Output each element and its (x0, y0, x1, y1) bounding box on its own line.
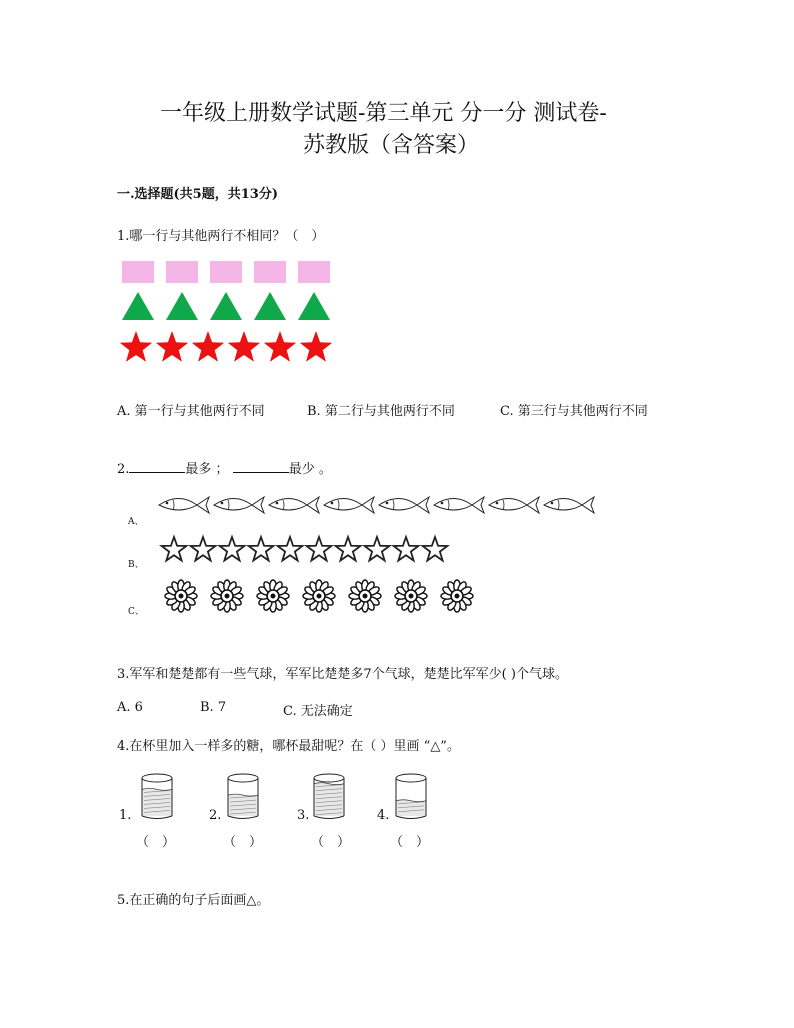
star-outline-icon (220, 537, 245, 561)
fish-icon (379, 497, 429, 513)
flower-icon (165, 580, 197, 612)
pink-rectangle-shape (298, 261, 330, 283)
cup-1-label: 1. (119, 808, 132, 823)
green-triangle-shape (298, 292, 330, 320)
cup-2-answer[interactable]: （ ） (223, 835, 263, 850)
green-triangle-shape (122, 292, 154, 320)
question-2-prefix: 2. (117, 462, 130, 477)
question-5-stem: 5.在正确的句子后面画△。 (117, 893, 270, 908)
question-2-most-label: 最多 ； (185, 462, 229, 477)
red-star-shape (264, 331, 296, 362)
cup-4-label: 4. (377, 808, 390, 823)
cup-icon (396, 774, 426, 819)
question-1-option-c[interactable]: C. 第三行与其他两行不同 (500, 404, 648, 419)
question-4-cups (134, 772, 434, 822)
fish-icon (324, 497, 374, 513)
question-3-option-b[interactable]: B. 7 (200, 700, 227, 715)
green-triangle-shape (210, 292, 242, 320)
star-outline-icon (394, 537, 419, 561)
question-1-option-b[interactable]: B. 第二行与其他两行不同 (307, 404, 455, 419)
pink-rectangle-shape (210, 261, 242, 283)
question-2-pictures (155, 486, 600, 616)
red-star-shape (300, 331, 332, 362)
red-star-shape (228, 331, 260, 362)
cup-2-label: 2. (209, 808, 222, 823)
cup-3-label: 3. (297, 808, 310, 823)
cup-4-answer[interactable]: （ ） (390, 835, 430, 850)
pink-rectangle-shape (166, 261, 198, 283)
star-outline-icon (249, 537, 274, 561)
fish-icon (214, 497, 264, 513)
flower-icon (349, 580, 381, 612)
star-outline-icon (336, 537, 361, 561)
row-label-a: A、 (128, 517, 144, 527)
question-4-stem: 4.在杯里加入一样多的糖，哪杯最甜呢？在（ ）里画 “△”。 (117, 739, 460, 754)
page-title-line1: 一年级上册数学试题-第三单元 分一分 测试卷- (160, 101, 607, 126)
answer-blank-most[interactable] (129, 460, 185, 473)
pink-rectangle-shape (254, 261, 286, 283)
answer-blank-least[interactable] (233, 460, 289, 473)
red-star-shape (156, 331, 188, 362)
pink-rectangle-shape (122, 261, 154, 283)
star-outline-icon (191, 537, 216, 561)
star-outline-icon (423, 537, 448, 561)
red-star-shape (120, 331, 152, 362)
cup-icon (142, 774, 172, 819)
question-3-stem: 3.军军和楚楚都有一些气球，军军比楚楚多7个气球，楚楚比军军少( )个气球。 (117, 667, 568, 682)
flower-icon (303, 580, 335, 612)
star-outline-icon (365, 537, 390, 561)
page-title-line2: 苏教版（含答案） (303, 133, 480, 158)
question-3-option-c[interactable]: C. 无法确定 (283, 704, 353, 719)
star-outline-icon (307, 537, 332, 561)
green-triangle-shape (254, 292, 286, 320)
question-1-shape-rows (118, 256, 348, 368)
green-triangle-shape (166, 292, 198, 320)
question-2-stem (117, 458, 332, 477)
star-outline-icon (278, 537, 303, 561)
row-label-b: B、 (128, 560, 144, 570)
cup-icon (228, 774, 258, 819)
fish-icon (434, 497, 484, 513)
row-label-c: C、 (128, 607, 144, 617)
question-3-option-a[interactable]: A. 6 (117, 700, 143, 715)
flower-icon (211, 580, 243, 612)
cup-1-answer[interactable]: （ ） (136, 835, 176, 850)
section-heading: 一.选择题(共5题，共13分) (117, 187, 278, 202)
cup-icon (314, 774, 344, 819)
question-1-option-a[interactable]: A. 第一行与其他两行不同 (117, 404, 265, 419)
flower-icon (395, 580, 427, 612)
flower-icon (257, 580, 289, 612)
fish-icon (269, 497, 319, 513)
fish-icon (159, 497, 209, 513)
red-star-shape (192, 331, 224, 362)
fish-icon (544, 497, 594, 513)
question-2-least-label: 最少 。 (288, 462, 332, 477)
cup-3-answer[interactable]: （ ） (311, 835, 351, 850)
star-outline-icon (162, 537, 187, 561)
question-1-stem: 1.哪一行与其他两行不相同？（ ） (117, 229, 325, 244)
fish-icon (489, 497, 539, 513)
flower-icon (441, 580, 473, 612)
